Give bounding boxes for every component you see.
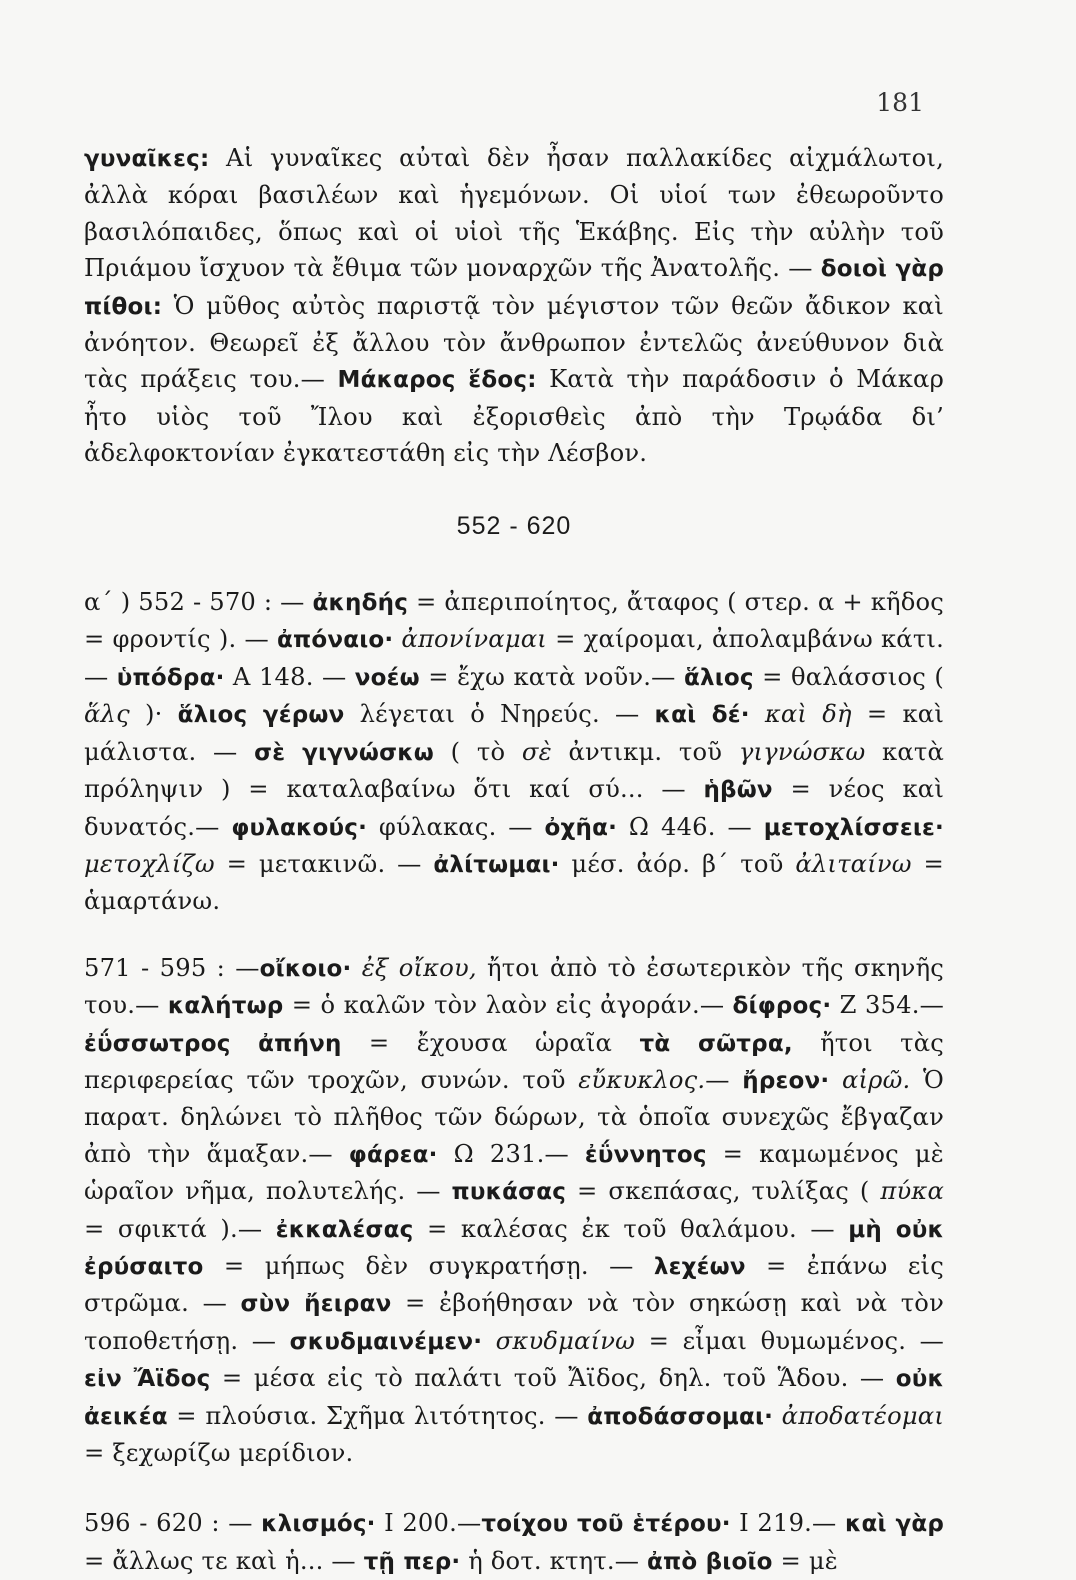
gloss-text: Ι 219.— xyxy=(730,1509,845,1538)
italic-term: γιγνώσκω xyxy=(738,737,866,766)
gloss-text: = καλέσας ἐκ τοῦ θαλάμου. — xyxy=(413,1214,849,1243)
gloss-text: κατὰ πρόληψιν ) = καταλαβαίνω ὅτι καί σύ... — xyxy=(84,737,944,804)
gloss-text: Ι 200.— xyxy=(375,1509,482,1538)
italic-term: σὲ xyxy=(521,737,552,766)
page-number: 181 xyxy=(876,88,924,117)
gloss-text: = ἐβοήθησαν νὰ τὸν σηκώσῃ καὶ νὰ τὸν τοποθετήσῃ. — xyxy=(84,1289,944,1355)
gloss-text: = μήπως δὲν συγκρατήσῃ. — xyxy=(203,1251,654,1280)
lemma-term: τοίχου τοῦ ἑτέρου· xyxy=(481,1511,731,1538)
gloss-text: Ὁ μῦθος αὐτὸς παριστᾷ τὸν μέγιστον τῶν θεῶν ἄδικον καὶ ἀνόητον. Θεωρεῖ ἐξ ἄλλου τὸν ἄνθρωπον ἐντελῶς ἀνεύθυνον διὰ τὰς πράξεις του.— xyxy=(84,291,944,394)
italic-term: σκυδμαίνω xyxy=(495,1326,636,1355)
gloss-text: = ἁμαρτάνω. xyxy=(84,849,944,916)
lemma-term: ἀπὸ βιοῖο xyxy=(647,1548,773,1575)
lemma-term: λεχέων xyxy=(653,1253,746,1280)
lemma-term: οἴκοιο· xyxy=(259,955,352,982)
gloss-text: 571 - 595 : — xyxy=(84,953,260,982)
gloss-text: = ἔχω κατὰ νοῦν.— xyxy=(419,662,684,691)
lemma-term: ὀχῆα· xyxy=(544,814,618,841)
gloss-text xyxy=(750,700,765,728)
lemma-term: ἀπόναιο· xyxy=(276,627,394,654)
gloss-text xyxy=(482,1327,496,1355)
lemma-term: φυλακούς· xyxy=(231,814,368,841)
gloss-text: = ξεχωρίζω μερίδιον. xyxy=(84,1439,354,1467)
lemma-term: καὶ γὰρ xyxy=(844,1511,944,1538)
italic-term: μετοχλίζω xyxy=(84,849,215,878)
gloss-text xyxy=(829,1066,842,1094)
gloss-text: = καὶ μάλιστα. — xyxy=(84,700,944,766)
section-heading: 552 - 620 xyxy=(456,511,572,540)
gloss-text xyxy=(351,954,361,982)
italic-term: εὔκυκλος. xyxy=(578,1065,706,1094)
italic-term: καὶ δὴ xyxy=(764,700,852,729)
gloss-text: Κατὰ τὴν παράδοσιν ὁ Μάκαρ ἦτο υἱὸς τοῦ Ἴλου καὶ ἐξορισθεὶς ἀπὸ τὴν Τρῳάδα δι’ ἀδελφοκτονίαν ἐγκατεστάθη εἰς τὴν Λέσβον. xyxy=(84,365,944,468)
lemma-term: ἐκκαλέσας xyxy=(275,1216,414,1243)
lemma-term: οὐκ ἀεικέα xyxy=(84,1366,944,1430)
lemma-term: δοιοὶ γὰρ πίθοι: xyxy=(84,256,944,320)
gloss-text: ἤτοι ἀπὸ τὸ ἐσωτερικὸν τῆς σκηνῆς του.— xyxy=(84,953,945,1020)
gloss-text: = ὁ καλῶν τὸν λαὸν εἰς ἀγοράν.— xyxy=(283,991,733,1020)
lemma-term: πυκάσας xyxy=(451,1179,567,1206)
lemma-term: τὰ σῶτρα, xyxy=(639,1030,793,1057)
gloss-text: 596 - 620 : — xyxy=(84,1509,262,1538)
lemma-term: ἀποδάσσομαι· xyxy=(587,1403,774,1430)
gloss-text: μέσ. ἀόρ. β΄ τοῦ xyxy=(559,849,796,878)
page-body xyxy=(84,140,944,1580)
gloss-text: ἀντικμ. τοῦ xyxy=(551,737,739,766)
gloss-text: = σφικτά ).— xyxy=(84,1214,276,1243)
gloss-text: Ὁ παρατ. δηλώνει τὸ πλῆθος τῶν δώρων, τὰ ὁποῖα συνεχῶς ἔβγαζαν ἀπὸ τὴν ἅμαξαν.— xyxy=(84,1065,945,1168)
lemma-term: ἐΰννητος xyxy=(584,1141,707,1168)
lemma-term: ἤρεον· xyxy=(742,1067,830,1094)
paragraph-571-595 xyxy=(84,950,944,1472)
gloss-text: = πλούσια. Σχῆμα λιτότητος. — xyxy=(167,1401,588,1430)
gloss-text: = μὲ xyxy=(772,1546,838,1575)
gloss-text: = μέσα εἰς τὸ παλάτι τοῦ Ἄϊδος, δηλ. τοῦ Ἅδου. — xyxy=(210,1364,896,1393)
lemma-term: γυναῖκες: xyxy=(84,146,210,172)
gloss-text: ἡ δοτ. κτητ.— xyxy=(460,1546,648,1575)
gloss-text: = θαλάσσιος ( xyxy=(753,662,944,691)
lemma-term: ἀλίτωμαι· xyxy=(433,851,560,878)
italic-term: ἀπονίναμαι xyxy=(401,625,547,654)
lemma-term: ἐΰσσωτρος ἀπήνη xyxy=(84,1030,342,1057)
lemma-term: φάρεα· xyxy=(348,1141,438,1168)
italic-term: ἀποδατέομαι xyxy=(781,1401,945,1430)
paragraph-intro xyxy=(84,140,944,472)
italic-term: πύκα xyxy=(880,1177,944,1206)
lemma-term: δίφρος· xyxy=(732,993,832,1020)
gloss-text: α΄ ) 552 - 570 : — xyxy=(84,588,313,617)
lemma-term: καλήτωρ xyxy=(167,993,284,1020)
gloss-text: = ἐπάνω εἰς στρῶμα. — xyxy=(84,1251,944,1318)
gloss-text: λέγεται ὁ Νηρεύς. — xyxy=(344,700,655,729)
gloss-text: Α 148. — xyxy=(224,662,355,691)
lemma-term: νοέω xyxy=(354,664,420,691)
italic-term: αἱρῶ. xyxy=(841,1065,911,1094)
gloss-text: = μετακινῶ. — xyxy=(214,849,434,878)
gloss-text: = χαίρομαι, ἀπολαμβάνω κάτι. — xyxy=(84,625,944,691)
gloss-text: = καμωμένος μὲ ὡραῖον νῆμα, πολυτελής. — xyxy=(84,1139,944,1206)
gloss-text: = νέος καὶ δυνατός.— xyxy=(84,775,944,841)
gloss-text: Ω 231.— xyxy=(437,1139,585,1168)
gloss-text: ( τὸ xyxy=(433,737,522,766)
lemma-term: κλισμός· xyxy=(261,1511,376,1538)
lemma-term: σκυδμαινέμεν· xyxy=(289,1328,483,1355)
lemma-term: ἅλιος xyxy=(683,664,754,691)
gloss-text: = σκεπάσας, τυλίξας ( xyxy=(566,1177,881,1206)
gloss-text xyxy=(773,1402,782,1430)
italic-term: ἀλιταίνω xyxy=(795,849,912,878)
gloss-text: = ἀπεριποίητος, ἄταφος ( στερ. α + κῆδος = φροντίς ). — xyxy=(84,588,945,654)
gloss-text: = ἔχουσα ὡραῖα xyxy=(341,1028,640,1057)
gloss-text: Ω 446. — xyxy=(617,812,764,841)
lemma-term: τῇ περ· xyxy=(363,1548,461,1575)
gloss-text: ἤτοι τὰς περιφερείας τῶν τροχῶν, συνών. τοῦ xyxy=(84,1028,945,1094)
gloss-text: = ἄλλως τε καὶ ἡ... — xyxy=(84,1546,364,1575)
gloss-text: Αἱ γυναῖκες αὐταὶ δὲν ἦσαν παλλακίδες αἰχμάλωτοι, ἀλλὰ κόραι βασιλέων καὶ ἡγεμόνων. Οἱ υἱοί των ἐθεωροῦντο βασιλόπαιδες, ὅπως καὶ οἱ υἱοὶ τῆς Ἑκάβης. Εἰς τὴν αὐλὴν τοῦ Πριάμου ἴσχυον τὰ ἔθιμα τῶν μοναρχῶν τῆς Ἀνατολῆς. — xyxy=(84,144,944,283)
gloss-text: φύλακας. — xyxy=(367,812,545,841)
lemma-term: καὶ δέ· xyxy=(654,702,750,729)
lemma-term: μετοχλίσσειε· xyxy=(763,814,944,841)
paragraph-596-620 xyxy=(84,1505,944,1580)
italic-term: ἐξ οἴκου, xyxy=(361,953,477,982)
lemma-term: σὲ γιγνώσκω xyxy=(254,739,434,766)
lemma-term: εἰν Ἄϊδος xyxy=(84,1366,211,1393)
gloss-text: = εἶμαι θυμωμένος. — xyxy=(635,1326,944,1355)
gloss-text: Ζ 354.— xyxy=(831,991,944,1020)
lemma-term: σὺν ἤειραν xyxy=(240,1291,392,1318)
lemma-term: ἡβῶν xyxy=(703,777,773,804)
lemma-term: ὑπόδρα· xyxy=(116,664,225,691)
lemma-term: μὴ οὐκ ἐρύσαιτο xyxy=(84,1216,944,1280)
lemma-term: ἅλιος γέρων xyxy=(177,702,345,729)
paragraph-552-570 xyxy=(84,584,944,920)
lemma-term: ἀκηδής xyxy=(312,590,409,617)
gloss-text: )· xyxy=(129,700,178,729)
italic-term: ἅλς xyxy=(84,700,130,729)
lemma-term: Μάκαρος ἕδος: xyxy=(337,367,537,394)
gloss-text: — xyxy=(705,1065,743,1094)
